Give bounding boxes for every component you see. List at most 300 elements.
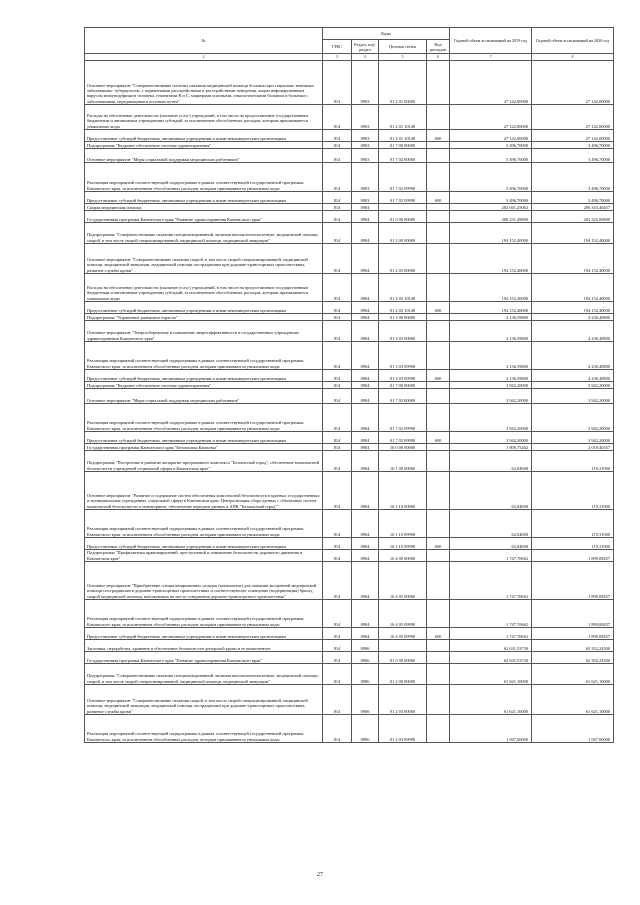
row-amount-2020: 119,31900 bbox=[532, 451, 614, 472]
row-razdel: 0903 bbox=[352, 142, 379, 149]
row-grbs: 814 bbox=[323, 538, 352, 550]
row-razdel: 0906 bbox=[352, 652, 379, 664]
row-description: Предоставление субсидий бюджетным, автономным учреждениям и иным некоммерческим организациям bbox=[85, 628, 323, 640]
row-expense-type bbox=[427, 149, 450, 163]
row-grbs: 814 bbox=[323, 389, 352, 404]
row-description: Подпрограмма "Кадровое обеспечение системы здравоохранения" bbox=[85, 382, 323, 389]
row-amount-2019: 3 496,70000 bbox=[450, 142, 532, 149]
table-row bbox=[85, 321, 614, 342]
row-grbs: 814 bbox=[323, 550, 352, 562]
table-row bbox=[85, 192, 614, 204]
row-expense-type bbox=[427, 105, 450, 130]
row-expense-type bbox=[427, 142, 450, 149]
row-razdel: 0904 bbox=[352, 600, 379, 628]
table-row bbox=[85, 314, 614, 321]
row-amount-2020: 27 142,00000 bbox=[532, 130, 614, 142]
row-razdel: 0904 bbox=[352, 342, 379, 370]
row-amount-2019: 62 631,53730 bbox=[450, 652, 532, 664]
row-razdel: 0904 bbox=[352, 444, 379, 451]
row-expense-type bbox=[427, 444, 450, 451]
row-expense-type bbox=[427, 715, 450, 743]
colnum: 3 bbox=[323, 54, 352, 61]
table-row bbox=[85, 244, 614, 274]
colnum: 4 bbox=[352, 54, 379, 61]
row-amount-2019: 194 152,40000 bbox=[450, 244, 532, 274]
row-grbs: 814 bbox=[323, 432, 352, 444]
row-expense-type bbox=[427, 211, 450, 223]
table-row bbox=[85, 404, 614, 432]
row-description: Подпрограмма "Кадровое обеспечение системы здравоохранения" bbox=[85, 142, 323, 149]
row-amount-2020: 3 496,70000 bbox=[532, 192, 614, 204]
row-razdel: 0904 bbox=[352, 321, 379, 342]
row-target-article: 01 7 02 09990 bbox=[379, 404, 427, 432]
row-razdel: 0904 bbox=[352, 204, 379, 211]
row-razdel: 0903 bbox=[352, 192, 379, 204]
row-amount-2020: 206 343,40457 bbox=[532, 204, 614, 211]
row-target-article: 01 7 02 09990 bbox=[379, 432, 427, 444]
row-grbs: 814 bbox=[323, 451, 352, 472]
row-razdel: 0906 bbox=[352, 715, 379, 743]
row-target-article: 01 3 00 00000 bbox=[379, 314, 427, 321]
row-grbs: 814 bbox=[323, 130, 352, 142]
row-grbs: 814 bbox=[323, 628, 352, 640]
row-amount-2020: 1 899,08457 bbox=[532, 562, 614, 600]
row-grbs: 814 bbox=[323, 314, 352, 321]
row-target-article: 01 2 01 10140 bbox=[379, 105, 427, 130]
row-target-article: 16 4 05 09990 bbox=[379, 600, 427, 628]
row-expense-type: 600 bbox=[427, 130, 450, 142]
row-description: Подпрограмма "Совершенствование оказания специализированной, включая высокотехнологичную, медицинской помощи, скорой, в том числе скорой специализированной, медицинской помощи, медицинской эвакуации" bbox=[85, 223, 323, 244]
row-amount-2020: 3 942,20000 bbox=[532, 382, 614, 389]
table-row bbox=[85, 664, 614, 685]
row-expense-type bbox=[427, 685, 450, 715]
row-expense-type bbox=[427, 652, 450, 664]
row-target-article: 01 2 00 00000 bbox=[379, 664, 427, 685]
row-razdel: 0904 bbox=[352, 472, 379, 510]
row-amount-2019: 194 152,40000 bbox=[450, 302, 532, 314]
row-description: Расходы на обеспечение деятельности (оказание услуг) учреждений, в том числе на предоставление государственным бюджетным и автономным учреждениям субсидий, за исключением обособленных расходов, которым присваиваются уникальные коды bbox=[85, 105, 323, 130]
row-amount-2020: 62 352,24300 bbox=[532, 652, 614, 664]
table-row bbox=[85, 61, 614, 105]
row-amount-2020: 62 352,24300 bbox=[532, 640, 614, 652]
row-razdel: 0906 bbox=[352, 685, 379, 715]
row-amount-2020: 61 621,10000 bbox=[532, 685, 614, 715]
row-amount-2019: 2 136,59800 bbox=[450, 342, 532, 370]
row-target-article: 16 4 00 00000 bbox=[379, 550, 427, 562]
table-row bbox=[85, 451, 614, 472]
row-expense-type bbox=[427, 640, 450, 652]
row-amount-2020: 194 152,40000 bbox=[532, 302, 614, 314]
row-amount-2019: 1 747,70662 bbox=[450, 550, 532, 562]
row-description: Реализация мероприятий соответствующей подпрограммы в рамках соответствующей государственной программы Камчатского края, за исключением обособленных расходов, которым присваиваются уникальные коды bbox=[85, 404, 323, 432]
header-razdel: Раздел, под-раздел bbox=[352, 40, 379, 54]
row-expense-type bbox=[427, 600, 450, 628]
row-amount-2019: 1 809,75262 bbox=[450, 444, 532, 451]
row-expense-type bbox=[427, 342, 450, 370]
row-amount-2019: 62,04600 bbox=[450, 472, 532, 510]
table-row bbox=[85, 302, 614, 314]
row-grbs: 814 bbox=[323, 640, 352, 652]
row-amount-2020: 194 152,40000 bbox=[532, 244, 614, 274]
row-expense-type bbox=[427, 204, 450, 211]
row-expense-type bbox=[427, 61, 450, 105]
row-target-article: 16 1 10 00000 bbox=[379, 472, 427, 510]
row-grbs: 814 bbox=[323, 321, 352, 342]
header-grbs: ГРБС bbox=[323, 40, 352, 54]
row-description: Предоставление субсидий бюджетным, автономным учреждениям и иным некоммерческим организациям bbox=[85, 130, 323, 142]
row-description: Подпрограмма "Профилактика правонарушений, преступлений и повышение безопасности дорожного движения в Камчатском крае" bbox=[85, 550, 323, 562]
row-amount-2020: 194 152,40000 bbox=[532, 223, 614, 244]
row-expense-type bbox=[427, 314, 450, 321]
row-razdel: 0903 bbox=[352, 61, 379, 105]
row-amount-2020: 3 942,20000 bbox=[532, 432, 614, 444]
table-row bbox=[85, 389, 614, 404]
row-amount-2020: 1 899,08457 bbox=[532, 550, 614, 562]
row-amount-2019: 200 231,49800 bbox=[450, 211, 532, 223]
table-row bbox=[85, 163, 614, 192]
row-expense-type bbox=[427, 223, 450, 244]
row-amount-2019: 202 041,25062 bbox=[450, 204, 532, 211]
row-target-article: 01 2 00 00000 bbox=[379, 223, 427, 244]
row-grbs: 814 bbox=[323, 211, 352, 223]
row-expense-type: 600 bbox=[427, 192, 450, 204]
row-target-article: 01 2 03 10140 bbox=[379, 302, 427, 314]
row-grbs: 814 bbox=[323, 664, 352, 685]
row-expense-type bbox=[427, 472, 450, 510]
table-row bbox=[85, 562, 614, 600]
header-codes: Коды bbox=[323, 28, 450, 40]
page-number: 27 bbox=[317, 872, 323, 878]
row-grbs: 814 bbox=[323, 444, 352, 451]
row-amount-2020: 1 899,08457 bbox=[532, 628, 614, 640]
row-target-article: 16 1 10 09990 bbox=[379, 510, 427, 538]
colnum: 6 bbox=[427, 54, 450, 61]
row-expense-type bbox=[427, 382, 450, 389]
row-description: Основное мероприятие "Энергосбережение и повышение энергоэффективности в государственных учреждениях здравоохранения Камчатского края" bbox=[85, 321, 323, 342]
row-amount-2019: 3 942,20000 bbox=[450, 382, 532, 389]
table-row bbox=[85, 652, 614, 664]
row-grbs: 814 bbox=[323, 149, 352, 163]
row-amount-2020: 27 142,00000 bbox=[532, 105, 614, 130]
table-row bbox=[85, 342, 614, 370]
row-grbs: 814 bbox=[323, 472, 352, 510]
row-razdel: 0906 bbox=[352, 664, 379, 685]
row-grbs: 814 bbox=[323, 510, 352, 538]
row-razdel: 0904 bbox=[352, 510, 379, 538]
row-amount-2020: 119,31900 bbox=[532, 538, 614, 550]
row-expense-type bbox=[427, 562, 450, 600]
row-expense-type bbox=[427, 389, 450, 404]
row-razdel: 0904 bbox=[352, 274, 379, 302]
row-razdel: 0904 bbox=[352, 370, 379, 382]
row-description: Основное мероприятие "Совершенствование системы оказания медицинской помощи больным при социально значимых заболеваниях: туберкулезом, с поражениями расстройствами и расстройствами поведения, лицам инфицированным вирусом иммунодефицита человека, гепатитами B и C, маркерами опасными, онкологическими больным и больным с заболеваниями, передающимися половым путем" bbox=[85, 61, 323, 105]
row-description: Основное мероприятие "Меры социальной поддержки медицинских работников" bbox=[85, 389, 323, 404]
table-row bbox=[85, 640, 614, 652]
row-target-article: 01 3 03 00000 bbox=[379, 321, 427, 342]
row-razdel: 0904 bbox=[352, 451, 379, 472]
row-amount-2020: 3 942,20000 bbox=[532, 404, 614, 432]
row-amount-2019: 27 142,00000 bbox=[450, 105, 532, 130]
row-target-article: 16 4 05 00000 bbox=[379, 562, 427, 600]
row-amount-2019: 1 747,70662 bbox=[450, 628, 532, 640]
row-amount-2019: 1 747,70662 bbox=[450, 600, 532, 628]
row-expense-type bbox=[427, 550, 450, 562]
row-razdel: 0904 bbox=[352, 550, 379, 562]
row-grbs: 814 bbox=[323, 652, 352, 664]
column-number-row bbox=[85, 54, 614, 61]
row-description: Основное мероприятие "Совершенствование оказания скорой, в том числе скорой специализированной, медицинской помощи, медицинской эвакуации, медицинской помощи пострадавшим при дорожно-транспортных происшествиях, развитие службы крови" bbox=[85, 685, 323, 715]
row-expense-type: 600 bbox=[427, 302, 450, 314]
table-row bbox=[85, 142, 614, 149]
table-row bbox=[85, 382, 614, 389]
row-description: Основное мероприятие "Меры социальной поддержки медицинских работников" bbox=[85, 149, 323, 163]
table-row bbox=[85, 444, 614, 451]
row-amount-2019: 194 152,40000 bbox=[450, 274, 532, 302]
row-target-article: 01 7 00 00000 bbox=[379, 382, 427, 389]
row-amount-2020: 202 325,00800 bbox=[532, 211, 614, 223]
row-amount-2019: 3 942,20000 bbox=[450, 389, 532, 404]
row-amount-2020: 1 947,00000 bbox=[532, 715, 614, 743]
row-razdel: 0904 bbox=[352, 314, 379, 321]
row-grbs: 814 bbox=[323, 204, 352, 211]
row-grbs: 814 bbox=[323, 715, 352, 743]
row-description: Реализация мероприятий соответствующей подпрограммы в рамках соответствующей государственной программы Камчатского края, за исключением обособленных расходов, которым присваиваются уникальные коды bbox=[85, 342, 323, 370]
header-csr: Целевая статья bbox=[379, 40, 427, 54]
row-description: Подпрограмма "Построение и развитие аппаратно-программного комплекса "Безопасный город", обеспечение комплексной безопасности учреждений социальной сферы в Камчатском крае" bbox=[85, 451, 323, 472]
row-amount-2020: 119,31900 bbox=[532, 472, 614, 510]
table-row bbox=[85, 550, 614, 562]
header-no: № bbox=[85, 28, 323, 54]
row-razdel: 0904 bbox=[352, 244, 379, 274]
table-row bbox=[85, 274, 614, 302]
table-row bbox=[85, 685, 614, 715]
row-razdel: 0904 bbox=[352, 432, 379, 444]
row-description: Скорая медицинская помощь bbox=[85, 204, 323, 211]
row-grbs: 814 bbox=[323, 192, 352, 204]
table-row bbox=[85, 510, 614, 538]
table-row bbox=[85, 204, 614, 211]
row-razdel: 0906 bbox=[352, 640, 379, 652]
row-grbs: 814 bbox=[323, 61, 352, 105]
table-row bbox=[85, 715, 614, 743]
row-expense-type bbox=[427, 163, 450, 192]
row-grbs: 814 bbox=[323, 105, 352, 130]
table-row bbox=[85, 149, 614, 163]
row-grbs: 814 bbox=[323, 274, 352, 302]
row-grbs: 814 bbox=[323, 342, 352, 370]
table-row bbox=[85, 370, 614, 382]
row-amount-2019: 3 496,70000 bbox=[450, 163, 532, 192]
row-target-article: 01 2 03 00000 bbox=[379, 685, 427, 715]
header-2019: Годовой объем ассигнований на 2019 год bbox=[450, 28, 532, 54]
row-razdel: 0904 bbox=[352, 628, 379, 640]
row-expense-type bbox=[427, 451, 450, 472]
row-target-article: 16 1 10 09990 bbox=[379, 538, 427, 550]
row-expense-type bbox=[427, 274, 450, 302]
row-description: Реализация мероприятий соответствующей подпрограммы в рамках соответствующей государственной программы Камчатского края, за исключением обособленных расходов, которым присваиваются уникальные коды bbox=[85, 510, 323, 538]
row-target-article: 01 2 01 10140 bbox=[379, 130, 427, 142]
header-vid: Вид расходов bbox=[427, 40, 450, 54]
table-row bbox=[85, 211, 614, 223]
row-amount-2019: 62,04600 bbox=[450, 451, 532, 472]
row-description: Предоставление субсидий бюджетным, автономным учреждениям и иным некоммерческим организациям bbox=[85, 538, 323, 550]
row-description: Реализация мероприятий соответствующей подпрограммы в рамках соответствующей государственной программы Камчатского края, за исключением обособленных расходов, которым присваиваются уникальные коды bbox=[85, 600, 323, 628]
row-amount-2019: 62 631,53730 bbox=[450, 640, 532, 652]
table-header-row bbox=[85, 28, 614, 40]
row-expense-type: 600 bbox=[427, 370, 450, 382]
budget-table bbox=[84, 27, 614, 743]
row-target-article: 01 7 00 00000 bbox=[379, 142, 427, 149]
row-description: Предоставление субсидий бюджетным, автономным учреждениям и иным некоммерческим организациям bbox=[85, 432, 323, 444]
row-amount-2020: 1 899,08457 bbox=[532, 600, 614, 628]
colnum: 8 bbox=[532, 54, 614, 61]
row-description: Реализация мероприятий соответствующей подпрограммы в рамках соответствующей государственной программы Камчатского края, за исключением обособленных расходов, которым присваиваются уникальные коды bbox=[85, 163, 323, 192]
row-amount-2019: 27 142,00000 bbox=[450, 130, 532, 142]
row-expense-type bbox=[427, 321, 450, 342]
row-amount-2020: 3 496,70000 bbox=[532, 142, 614, 149]
row-amount-2020: 3 496,70000 bbox=[532, 163, 614, 192]
row-target-article: 01 2 03 09990 bbox=[379, 715, 427, 743]
budget-table-page bbox=[84, 27, 613, 743]
row-description: Государственная программа Камчатского края "Безопасная Камчатка" bbox=[85, 444, 323, 451]
table-row bbox=[85, 538, 614, 550]
row-target-article: 01 3 03 09990 bbox=[379, 370, 427, 382]
row-razdel: 0904 bbox=[352, 389, 379, 404]
row-grbs: 814 bbox=[323, 404, 352, 432]
row-expense-type: 600 bbox=[427, 628, 450, 640]
row-amount-2020: 4 230,40800 bbox=[532, 314, 614, 321]
table-row bbox=[85, 600, 614, 628]
row-expense-type: 600 bbox=[427, 432, 450, 444]
row-amount-2019: 27 142,00000 bbox=[450, 61, 532, 105]
row-expense-type bbox=[427, 664, 450, 685]
row-expense-type: 600 bbox=[427, 538, 450, 550]
row-amount-2020: 119,31900 bbox=[532, 510, 614, 538]
row-razdel: 0904 bbox=[352, 302, 379, 314]
row-amount-2019: 194 152,40000 bbox=[450, 223, 532, 244]
row-amount-2020: 3 496,70000 bbox=[532, 149, 614, 163]
table-row bbox=[85, 628, 614, 640]
row-grbs: 814 bbox=[323, 142, 352, 149]
row-target-article: 16 0 00 00000 bbox=[379, 444, 427, 451]
row-amount-2019: 3 942,20000 bbox=[450, 404, 532, 432]
row-amount-2019: 2 136,59800 bbox=[450, 314, 532, 321]
row-description: Основное мероприятие "Развитие и содержание систем обеспечения комплексной безопасности в краевых государственных и муниципальных учреждениях социальной сферы в Камчатском крае. Централизация сбора данных с объектовых систем комплексной безопасности и мониторинга, обеспечение передачи данных в АПК "Безопасный город"" bbox=[85, 472, 323, 510]
row-grbs: 814 bbox=[323, 685, 352, 715]
row-grbs: 814 bbox=[323, 223, 352, 244]
row-amount-2019: 61 621,10000 bbox=[450, 685, 532, 715]
row-target-article: 01 2 03 10140 bbox=[379, 274, 427, 302]
row-razdel: 0904 bbox=[352, 211, 379, 223]
row-description: Заготовка, переработка, хранение и обеспечение безопасности донорской крови и ее компонентов bbox=[85, 640, 323, 652]
row-description: Расходы на обеспечение деятельности (оказание услуг) учреждений, в том числе на предоставление государственным бюджетным и автономным учреждениям субсидий, за исключением обособленных расходов, которым присваиваются уникальные коды bbox=[85, 274, 323, 302]
row-target-article: 01 0 00 00000 bbox=[379, 211, 427, 223]
row-description: Основное мероприятие "Приобретение специализированных укладок (комплектов) для оказания экстренной медицинской помощи пострадавшим в дорожно-транспортных происшествиях и соответствующее оснащение (модернизация) бригад скорой медицинской помощи, выезжающих на место совершения дорожно-транспортного происшествия" bbox=[85, 562, 323, 600]
row-target-article: 01 0 00 00000 bbox=[379, 652, 427, 664]
row-target-article: 01 3 03 09990 bbox=[379, 342, 427, 370]
row-description: Государственная программа Камчатского края "Развитие здравоохранения Камчатского края" bbox=[85, 652, 323, 664]
row-target-article bbox=[379, 204, 427, 211]
row-target-article: 01 7 02 09990 bbox=[379, 163, 427, 192]
row-razdel: 0903 bbox=[352, 163, 379, 192]
row-amount-2020: 3 942,20000 bbox=[532, 389, 614, 404]
table-row bbox=[85, 130, 614, 142]
row-grbs: 814 bbox=[323, 382, 352, 389]
row-target-article: 01 7 02 09990 bbox=[379, 192, 427, 204]
row-description: Государственная программа Камчатского края "Развитие здравоохранения Камчатского края" bbox=[85, 211, 323, 223]
row-description: Подпрограмма "Совершенствование оказания специализированной, включая высокотехнологичную, медицинской помощи, скорой, в том числе скорой специализированной, медицинской помощи, медицинской эвакуации" bbox=[85, 664, 323, 685]
row-target-article: 01 2 03 00000 bbox=[379, 244, 427, 274]
row-razdel: 0903 bbox=[352, 130, 379, 142]
row-razdel: 0904 bbox=[352, 562, 379, 600]
row-grbs: 814 bbox=[323, 600, 352, 628]
row-amount-2019: 61 621,10000 bbox=[450, 664, 532, 685]
table-body bbox=[85, 54, 614, 743]
row-razdel: 0903 bbox=[352, 105, 379, 130]
row-amount-2019: 2 136,59800 bbox=[450, 321, 532, 342]
table-row bbox=[85, 432, 614, 444]
row-target-article bbox=[379, 640, 427, 652]
row-description: Основное мероприятие "Совершенствование оказания скорой, в том числе скорой специализированной, медицинской помощи, медицинской эвакуации, медицинской помощи пострадавшим при дорожно-транспортных происшествиях, развитие службы крови" bbox=[85, 244, 323, 274]
row-target-article: 01 7 02 00000 bbox=[379, 389, 427, 404]
row-amount-2019: 3 496,70000 bbox=[450, 149, 532, 163]
row-target-article: 01 2 01 00000 bbox=[379, 61, 427, 105]
row-razdel: 0903 bbox=[352, 149, 379, 163]
row-target-article: 16 4 05 09990 bbox=[379, 628, 427, 640]
row-razdel: 0904 bbox=[352, 538, 379, 550]
row-description: Предоставление субсидий бюджетным, автономным учреждениям и иным некоммерческим организациям bbox=[85, 302, 323, 314]
row-razdel: 0904 bbox=[352, 382, 379, 389]
table-row bbox=[85, 472, 614, 510]
row-amount-2020: 4 230,40800 bbox=[532, 321, 614, 342]
table-row bbox=[85, 105, 614, 130]
row-description: Предоставление субсидий бюджетным, автономным учреждениям и иным некоммерческим организациям bbox=[85, 370, 323, 382]
row-amount-2020: 2 018,40357 bbox=[532, 444, 614, 451]
row-amount-2020: 4 230,40800 bbox=[532, 342, 614, 370]
row-description: Предоставление субсидий бюджетным, автономным учреждениям и иным некоммерческим организациям bbox=[85, 192, 323, 204]
row-description: Реализация мероприятий соответствующей подпрограммы в рамках соответствующей государственной программы Камчатского края, за исключением обособленных расходов, которым присваиваются уникальные коды bbox=[85, 715, 323, 743]
row-amount-2019: 3 496,70000 bbox=[450, 192, 532, 204]
colnum: 2 bbox=[85, 54, 323, 61]
table-row bbox=[85, 223, 614, 244]
row-grbs: 814 bbox=[323, 562, 352, 600]
row-grbs: 814 bbox=[323, 302, 352, 314]
row-amount-2019: 1 947,00000 bbox=[450, 715, 532, 743]
row-amount-2019: 3 942,20000 bbox=[450, 432, 532, 444]
row-expense-type bbox=[427, 404, 450, 432]
row-amount-2019: 62,04600 bbox=[450, 538, 532, 550]
colnum: 7 bbox=[450, 54, 532, 61]
row-amount-2019: 62,04600 bbox=[450, 510, 532, 538]
row-amount-2020: 194 152,40000 bbox=[532, 274, 614, 302]
row-razdel: 0904 bbox=[352, 404, 379, 432]
row-amount-2019: 2 136,59800 bbox=[450, 370, 532, 382]
row-amount-2020: 4 230,40800 bbox=[532, 370, 614, 382]
row-expense-type bbox=[427, 244, 450, 274]
row-razdel: 0904 bbox=[352, 223, 379, 244]
header-2020: Годовой объем ассигнований на 2020 год bbox=[532, 28, 614, 54]
row-expense-type bbox=[427, 510, 450, 538]
row-grbs: 814 bbox=[323, 244, 352, 274]
row-amount-2020: 27 142,00000 bbox=[532, 61, 614, 105]
row-amount-2019: 1 747,70662 bbox=[450, 562, 532, 600]
row-target-article: 01 7 02 00000 bbox=[379, 149, 427, 163]
row-description: Подпрограмма "Управление развитием отрасли" bbox=[85, 314, 323, 321]
row-amount-2020: 61 621,10000 bbox=[532, 664, 614, 685]
row-target-article: 16 1 00 00000 bbox=[379, 451, 427, 472]
row-grbs: 814 bbox=[323, 163, 352, 192]
colnum: 5 bbox=[379, 54, 427, 61]
